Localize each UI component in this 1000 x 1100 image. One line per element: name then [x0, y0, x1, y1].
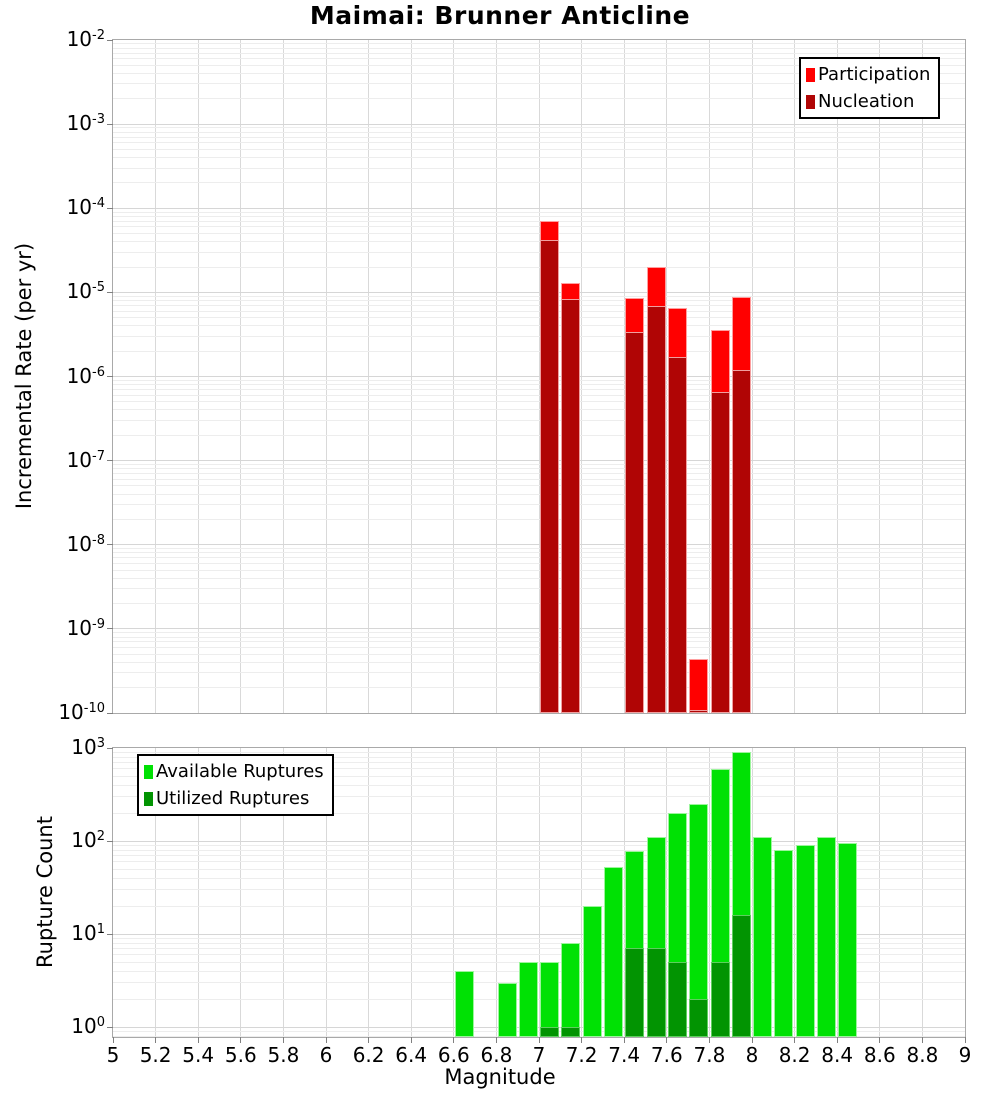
y-tick-mark — [107, 544, 113, 545]
y-major-gridline — [113, 208, 965, 209]
available-ruptures-bar — [519, 962, 538, 1037]
y-tick-mark — [107, 460, 113, 461]
chart-title: Maimai: Brunner Anticline — [309, 1, 691, 30]
y-major-gridline — [113, 841, 965, 842]
y-minor-gridline — [113, 142, 965, 143]
x-tick-label: 5 — [106, 1043, 120, 1067]
y-minor-gridline — [113, 300, 965, 301]
y-minor-gridline — [113, 519, 965, 520]
y-tick-label: $10^{-4}$ — [66, 195, 105, 220]
y-minor-gridline — [113, 855, 965, 856]
y-major-gridline — [113, 376, 965, 377]
nucleation-bar — [540, 240, 559, 713]
nucleation-bar — [668, 357, 687, 713]
x-gridline — [368, 748, 369, 1037]
y-tick-mark — [107, 748, 113, 749]
x-tick-label: 7.2 — [565, 1043, 598, 1067]
x-tick-label: 5.6 — [224, 1043, 257, 1067]
y-minor-gridline — [113, 971, 965, 972]
y-major-gridline — [113, 460, 965, 461]
legend-label-nucleation: Nucleation — [818, 91, 915, 112]
y-minor-gridline — [113, 869, 965, 870]
y-minor-gridline — [113, 380, 965, 381]
y-minor-gridline — [113, 1031, 965, 1032]
y-minor-gridline — [113, 962, 965, 963]
x-tick-label: 5.4 — [182, 1043, 215, 1067]
y-minor-gridline — [113, 216, 965, 217]
x-gridline — [922, 748, 923, 1037]
y-minor-gridline — [113, 48, 965, 49]
y-minor-gridline — [113, 233, 965, 234]
y-minor-gridline — [113, 157, 965, 158]
y-minor-gridline — [113, 296, 965, 297]
y-tick-mark — [107, 713, 113, 714]
y-minor-gridline — [113, 132, 965, 133]
y-major-gridline — [113, 292, 965, 293]
y-minor-gridline — [113, 127, 965, 128]
y-minor-gridline — [113, 384, 965, 385]
available-ruptures-bar — [561, 943, 580, 1037]
y-minor-gridline — [113, 552, 965, 553]
x-tick-label: 6.8 — [480, 1043, 513, 1067]
y-minor-gridline — [113, 311, 965, 312]
utilized-ruptures-bar — [668, 962, 687, 1037]
y-minor-gridline — [113, 473, 965, 474]
y-minor-gridline — [113, 435, 965, 436]
available-ruptures-bar — [796, 845, 815, 1037]
x-tick-label: 7 — [532, 1043, 546, 1067]
x-gridline — [411, 748, 412, 1037]
y-minor-gridline — [113, 464, 965, 465]
y-tick-mark — [107, 376, 113, 377]
y-tick-label: $10^{-8}$ — [66, 531, 105, 556]
y-minor-gridline — [113, 557, 965, 558]
y-minor-gridline — [113, 267, 965, 268]
y-minor-gridline — [113, 395, 965, 396]
x-tick-label: 5.2 — [139, 1043, 172, 1067]
available-ruptures-bar — [540, 962, 559, 1037]
y-minor-gridline — [113, 504, 965, 505]
y-axis-label-incremental-rate: Incremental Rate (per yr) — [12, 242, 36, 510]
available-ruptures-bar — [455, 971, 474, 1037]
y-tick-mark — [107, 1027, 113, 1028]
x-tick-label: 7.4 — [608, 1043, 641, 1067]
utilized-ruptures-bar — [625, 948, 644, 1037]
y-minor-gridline — [113, 637, 965, 638]
y-minor-gridline — [113, 168, 965, 169]
nucleation-bar — [561, 299, 580, 713]
y-minor-gridline — [113, 641, 965, 642]
x-tick-label: 8.2 — [778, 1043, 811, 1067]
y-tick-label: $10^{-2}$ — [66, 27, 105, 51]
y-minor-gridline — [113, 982, 965, 983]
y-minor-gridline — [113, 588, 965, 589]
y-minor-gridline — [113, 351, 965, 352]
y-minor-gridline — [113, 182, 965, 183]
x-tick-label: 8 — [745, 1043, 759, 1067]
y-minor-gridline — [113, 632, 965, 633]
y-minor-gridline — [113, 226, 965, 227]
y-minor-gridline — [113, 420, 965, 421]
utilized-ruptures-bar — [689, 999, 708, 1037]
y-minor-gridline — [113, 305, 965, 306]
y-minor-gridline — [113, 647, 965, 648]
y-tick-label: $10^2$ — [71, 828, 105, 853]
available-ruptures-bar — [817, 837, 836, 1037]
y-minor-gridline — [113, 570, 965, 571]
y-minor-gridline — [113, 485, 965, 486]
legend-label-utilized-ruptures: Utilized Ruptures — [156, 788, 310, 809]
y-tick-mark — [107, 40, 113, 41]
y-minor-gridline — [113, 409, 965, 410]
y-minor-gridline — [113, 252, 965, 253]
y-tick-mark — [107, 208, 113, 209]
utilized-ruptures-bar — [711, 962, 730, 1037]
available-ruptures-bar — [498, 983, 517, 1037]
utilized-ruptures-bar — [732, 915, 751, 1037]
legend-label-available-ruptures: Available Ruptures — [156, 761, 324, 782]
y-minor-gridline — [113, 494, 965, 495]
legend-bottom-chart — [137, 754, 334, 816]
x-tick-label: 6.2 — [352, 1043, 385, 1067]
y-minor-gridline — [113, 603, 965, 604]
legend-item-nucleation — [806, 88, 930, 115]
legend-label-participation: Participation — [818, 64, 931, 85]
participation-bar — [689, 659, 708, 713]
available-ruptures-bar — [583, 906, 602, 1037]
y-minor-gridline — [113, 889, 965, 890]
y-tick-label: $10^{-5}$ — [66, 279, 105, 304]
top-plot-area — [113, 40, 965, 713]
legend-item-participation — [806, 61, 930, 88]
y-minor-gridline — [113, 662, 965, 663]
y-minor-gridline — [113, 317, 965, 318]
y-minor-gridline — [113, 212, 965, 213]
legend-top-chart — [799, 57, 940, 119]
x-tick-label: 8.8 — [906, 1043, 939, 1067]
y-axis-label-rupture-count: Rupture Count — [33, 816, 57, 968]
utilized-ruptures-bar — [540, 1027, 559, 1037]
x-gridline — [879, 748, 880, 1037]
y-tick-label: $10^{-6}$ — [66, 363, 105, 388]
x-axis-label-magnitude: Magnitude — [444, 1065, 556, 1089]
y-minor-gridline — [113, 850, 965, 851]
y-major-gridline — [113, 124, 965, 125]
y-minor-gridline — [113, 845, 965, 846]
y-minor-gridline — [113, 938, 965, 939]
utilized-ruptures-bar — [647, 948, 666, 1037]
y-minor-gridline — [113, 43, 965, 44]
nucleation-bar — [625, 332, 644, 713]
nucleation-swatch-icon — [806, 95, 815, 109]
y-minor-gridline — [113, 687, 965, 688]
y-minor-gridline — [113, 53, 965, 54]
y-minor-gridline — [113, 221, 965, 222]
y-tick-mark — [107, 628, 113, 629]
y-tick-label: $10^{-3}$ — [66, 111, 105, 136]
y-minor-gridline — [113, 241, 965, 242]
y-minor-gridline — [113, 878, 965, 879]
nucleation-bar — [711, 392, 730, 713]
y-minor-gridline — [113, 548, 965, 549]
y-tick-label: $10^{-9}$ — [66, 615, 105, 640]
y-minor-gridline — [113, 468, 965, 469]
y-minor-gridline — [113, 325, 965, 326]
y-tick-mark — [107, 124, 113, 125]
available-ruptures-bar — [774, 850, 793, 1037]
y-major-gridline — [113, 1027, 965, 1028]
nucleation-bar — [647, 306, 666, 713]
utilized-ruptures-bar — [561, 1027, 580, 1037]
y-minor-gridline — [113, 752, 965, 753]
y-minor-gridline — [113, 672, 965, 673]
legend-item-utilized-ruptures — [144, 785, 324, 812]
y-minor-gridline — [113, 654, 965, 655]
x-tick-label: 7.6 — [650, 1043, 683, 1067]
x-tick-label: 6.6 — [437, 1043, 470, 1067]
x-tick-label: 7.8 — [693, 1043, 726, 1067]
y-minor-gridline — [113, 137, 965, 138]
participation-swatch-icon — [806, 68, 815, 82]
nucleation-bar — [689, 710, 708, 713]
y-major-gridline — [113, 544, 965, 545]
x-tick-label: 5.8 — [267, 1043, 300, 1067]
y-tick-mark — [107, 841, 113, 842]
y-minor-gridline — [113, 948, 965, 949]
available-ruptures-bar — [604, 867, 623, 1037]
y-minor-gridline — [113, 861, 965, 862]
x-tick-label: 6.4 — [395, 1043, 428, 1067]
y-minor-gridline — [113, 149, 965, 150]
y-major-gridline — [113, 628, 965, 629]
y-minor-gridline — [113, 563, 965, 564]
y-minor-gridline — [113, 943, 965, 944]
x-tick-label: 6 — [319, 1043, 333, 1067]
y-tick-label: $10^{-10}$ — [58, 700, 105, 724]
y-tick-label: $10^0$ — [71, 1014, 105, 1039]
y-minor-gridline — [113, 479, 965, 480]
y-tick-label: $10^1$ — [71, 921, 105, 946]
x-tick-label: 8.4 — [821, 1043, 854, 1067]
y-tick-label: $10^{-7}$ — [66, 447, 105, 472]
y-minor-gridline — [113, 336, 965, 337]
utilized-ruptures-swatch-icon — [144, 792, 153, 806]
y-minor-gridline — [113, 578, 965, 579]
available-ruptures-bar — [753, 837, 772, 1037]
x-tick-label: 8.6 — [863, 1043, 896, 1067]
available-ruptures-swatch-icon — [144, 765, 153, 779]
y-major-gridline — [113, 934, 965, 935]
y-tick-mark — [107, 292, 113, 293]
y-minor-gridline — [113, 999, 965, 1000]
y-tick-label: $10^3$ — [71, 735, 105, 759]
x-tick-label: 9 — [958, 1043, 972, 1067]
legend-item-available-ruptures — [144, 758, 324, 785]
y-minor-gridline — [113, 954, 965, 955]
y-tick-mark — [107, 934, 113, 935]
y-minor-gridline — [113, 389, 965, 390]
available-ruptures-bar — [838, 843, 857, 1037]
nucleation-bar — [732, 370, 751, 713]
y-minor-gridline — [113, 401, 965, 402]
y-minor-gridline — [113, 906, 965, 907]
